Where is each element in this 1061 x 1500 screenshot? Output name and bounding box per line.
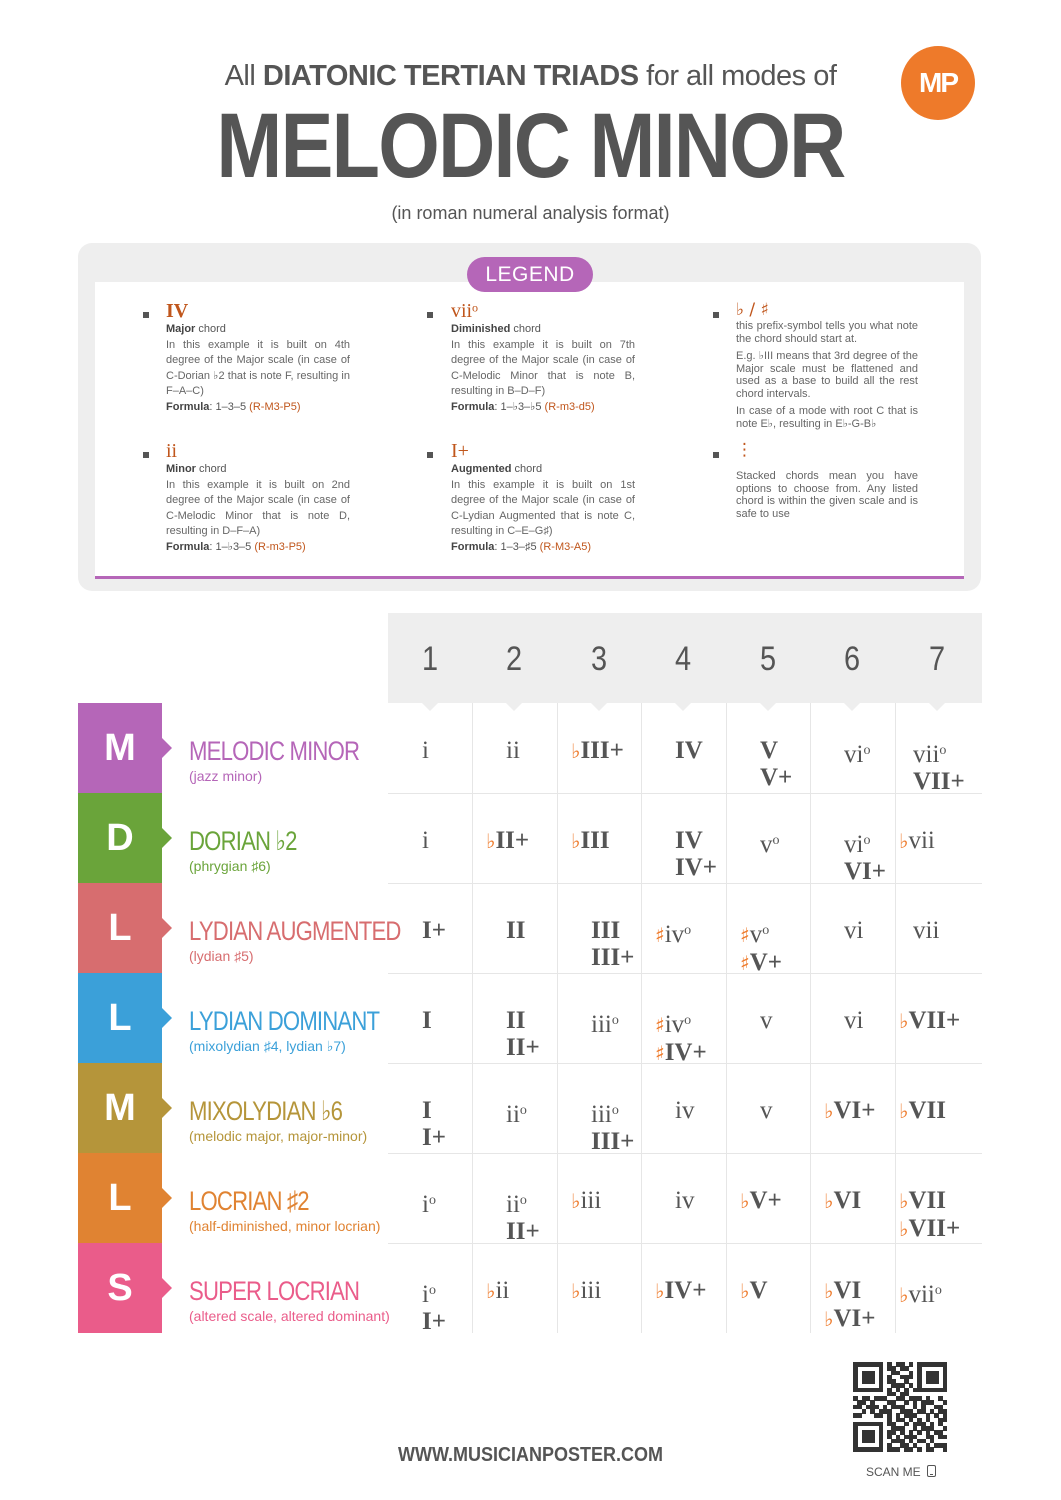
row-divider [388,1243,982,1244]
chord-cell: $i^o$ [422,1191,436,1218]
chord-cell: vii$^o$ VII+ [913,741,965,795]
chord-cell: ♭V [740,1277,768,1304]
mode-alt-name: (half-diminished, minor locrian) [189,1218,381,1234]
legend-symbol: ♭ / ♯ [736,300,769,320]
legend-desc: In this example it is built on 7th degree of the Major scale (in case of C-Melodic Minor that is note B, resulting in B–D–F) [451,338,635,397]
chord-cell: vi [844,917,864,944]
legend-label: LEGEND [467,257,593,292]
mode-alt-name: (jazz minor) [189,768,263,784]
mode-name: DORIAN ♭2 [189,826,297,856]
chord-cell: ♭VI [824,1187,862,1214]
chord-cell: I I+ [422,1097,446,1151]
chord-cell: $vi^o$ VI+ [844,831,887,885]
legend-formula: Formula: 1–♭3–5 (R-m3-P5) [166,540,306,553]
page-title: MELODIC MINOR [216,95,845,197]
mode-name: SUPER LOCRIAN [189,1276,360,1306]
chord-cell: ii [506,737,520,764]
row-divider [388,1153,982,1154]
legend-item-stacked [736,440,918,520]
legend-desc: In this example it is built on 2nd degree of the Major scale (in case of C-Melodic Minor that is note D, resulting in D–F–A) [166,478,350,537]
mode-name: MELODIC MINOR [189,736,360,766]
chord-cell: ♭IV+ [655,1277,707,1304]
legend-item-prefix [736,300,918,430]
scan-me-label: SCAN ME [866,1465,936,1479]
kicker-suffix: for all modes of [638,60,837,92]
degree-pointer-icon [506,703,522,711]
degree-header-3: 3 [590,640,608,678]
legend-symbol: I+ [451,440,469,462]
mode-initial-tab [78,1063,162,1153]
degree-header-1: 1 [421,640,439,678]
legend-type: Minor chord [166,463,227,475]
chord-cell: $v^o$ [760,831,780,858]
mode-initial-tab [78,793,162,883]
degree-header-7: 7 [928,640,946,678]
mode-initial: S [107,1267,133,1309]
chord-cell: ♭VI ♭VI+ [824,1277,876,1332]
mode-alt-name: (lydian ♯5) [189,948,254,964]
mode-initial-tab [78,1153,162,1243]
legend-desc: E.g. ♭III means that 3rd degree of the Major scale must be flattened and used as a base to build all the rest chord intervals. [736,350,918,400]
tab-pointer-icon [162,1098,172,1118]
mode-name: LOCRIAN ♯2 [189,1186,309,1216]
row-divider [388,973,982,974]
chord-cell: ♭iii [571,1277,602,1304]
chord-cell: III III+ [591,917,635,971]
chord-cell: iv [675,1097,695,1124]
chord-cell: ♭ii [486,1277,510,1304]
legend-item-diminished [451,300,635,415]
degree-header-2: 2 [505,640,523,678]
mode-alt-name: (melodic major, major-minor) [189,1128,368,1144]
mode-initial-tab [78,973,162,1063]
chord-cell: iv [675,1187,695,1214]
mode-initial-tab [78,703,162,793]
row-divider [388,793,982,794]
legend-symbol: viiᵒ [451,300,478,322]
page-subtitle: (in roman numeral analysis format) [391,203,670,223]
chord-cell: $vi^o$ [844,741,871,768]
bullet-icon [143,312,149,318]
mode-initial-tab [78,883,162,973]
legend-type: Augmented chord [451,463,543,475]
chord-cell: $ii^o$ II+ [506,1191,540,1245]
musicianposter-logo: MP [901,46,975,120]
degree-header-5: 5 [759,640,777,678]
legend-desc: In case of a mode with root C that is note E♭, resulting in E♭-G-B♭ [736,405,918,430]
chord-cell: ♭VI+ [824,1097,876,1124]
chord-cell: I [422,1007,432,1034]
bullet-icon [143,452,149,458]
tab-pointer-icon [162,1278,172,1298]
chord-cell: II II+ [506,1007,540,1061]
phone-icon [927,1465,936,1477]
legend-desc: this prefix-symbol tells you what note the chord should start at. [736,320,918,345]
kicker-bold: DIATONIC TERTIAN TRIADS [262,60,639,92]
mode-initial: M [104,727,136,769]
legend-desc: In this example it is built on 1st degree of the Major scale (in case of C-Lydian Augmented that is note C, resulting in C–E–G♯) [451,478,635,537]
legend-item-major [166,300,350,415]
chord-cell: ♭VII ♭VII+ [899,1187,961,1242]
legend-symbol: ii [166,440,178,462]
chord-cell: ♭VII [899,1097,946,1124]
tab-pointer-icon [162,828,172,848]
legend-desc: Stacked chords mean you have options to choose from. Any listed chord is within the given scale and is safe to use [736,470,918,520]
legend-type: Major chord [166,323,226,335]
chord-cell: $♯v^o$ ♯V+ [740,921,782,976]
bullet-icon [713,452,719,458]
mode-name: MIXOLYDIAN ♭6 [189,1096,343,1126]
chord-cell: iii$^o$ III+ [591,1101,635,1155]
chord-cell: vii [913,917,940,944]
bullet-icon [713,312,719,318]
chord-cell: V V+ [760,737,793,791]
chord-cell: i [422,827,429,854]
chord-cell: ♭VII+ [899,1007,961,1034]
website-url[interactable]: WWW.MUSICIANPOSTER.COM [398,1444,663,1466]
chord-cell: ♭vii$^o$ [899,1281,942,1308]
mode-alt-name: (phrygian ♯6) [189,858,271,874]
degree-pointer-icon [760,703,776,711]
kicker-prefix: All [224,60,263,92]
tab-pointer-icon [162,1008,172,1028]
legend-symbol: ⋮ [736,440,753,460]
chord-cell: IV [675,737,703,764]
degree-pointer-icon [844,703,860,711]
degree-header-4: 4 [674,640,692,678]
legend-item-augmented [451,440,635,555]
chord-cell: $i^o$ I+ [422,1281,446,1335]
mode-initial: L [108,997,132,1039]
chord-cell: I+ [422,917,446,944]
chord-cell: ♭II+ [486,827,530,854]
mode-initial: L [108,1177,132,1219]
legend-symbol: IV [166,300,189,322]
chord-cell: ♭V+ [740,1187,782,1214]
chord-cell: ♭iii [571,1187,602,1214]
chord-cell: iii$^o$ [591,1011,619,1038]
chord-cell: $♯iv^o$ ♯IV+ [655,1011,707,1066]
chord-cell: IV IV+ [675,827,718,881]
degree-pointer-icon [422,703,438,711]
mode-initial-tab [78,1243,162,1333]
chord-cell: ♭III+ [571,737,624,764]
chord-cell: v [760,1007,773,1034]
legend-formula: Formula: 1–3–5 (R-M3-P5) [166,400,301,413]
chord-cell: II [506,917,526,944]
legend-type: Diminished chord [451,323,541,335]
degree-header-6: 6 [843,640,861,678]
bullet-icon [427,452,433,458]
chord-cell: $♯iv^o$ [655,921,692,948]
mode-name: LYDIAN AUGMENTED [189,916,401,946]
bullet-icon [427,312,433,318]
mode-initial: D [106,817,134,859]
qr-code[interactable] [853,1362,947,1456]
mode-alt-name: (altered scale, altered dominant) [189,1308,390,1324]
mode-alt-name: (mixolydian ♯4, lydian ♭7) [189,1038,346,1054]
chord-cell: ♭vii [899,827,935,854]
mode-initial: L [108,907,132,949]
tab-pointer-icon [162,1188,172,1208]
chord-cell: v [760,1097,773,1124]
chord-cell: i [422,737,429,764]
degree-pointer-icon [675,703,691,711]
legend-formula: Formula: 1–♭3–♭5 (R-m3-d5) [451,400,595,413]
mode-initial: M [104,1087,136,1129]
legend-desc: In this example it is built on 4th degree of the Major scale (in case of C-Dorian ♭2 that is note F, resulting in F–A–C) [166,338,350,397]
degree-pointer-icon [929,703,945,711]
tab-pointer-icon [162,738,172,758]
chord-cell: vi [844,1007,864,1034]
chord-cell: ♭III [571,827,610,854]
tab-pointer-icon [162,918,172,938]
legend-item-minor [166,440,350,555]
chord-cell: $ii^o$ [506,1101,527,1128]
degree-pointer-icon [591,703,607,711]
legend-formula: Formula: 1–3–♯5 (R-M3-A5) [451,540,592,553]
mode-name: LYDIAN DOMINANT [189,1006,380,1036]
